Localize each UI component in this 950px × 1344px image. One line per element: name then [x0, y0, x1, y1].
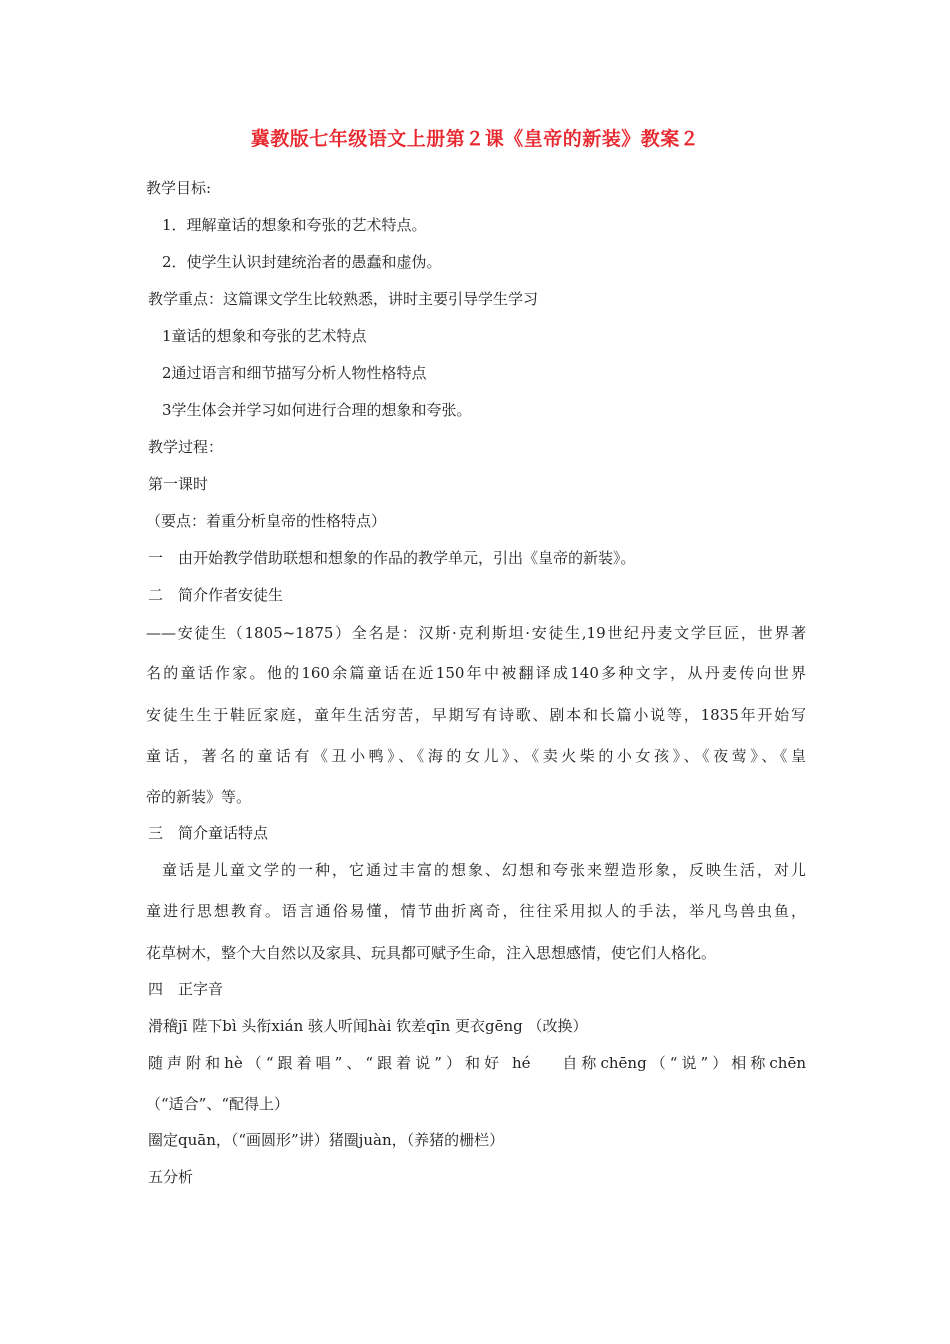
objective-item-2: 2．使学生认识封建统治者的愚蠢和虚伪。: [162, 253, 442, 271]
fairy-tale-paragraph-line-3: 花草树木，整个大自然以及家具、玩具都可赋予生命，注入思想感情，使它们人格化。: [146, 944, 717, 962]
author-paragraph-line-1: ——安徒生（1805~1875）全名是：汉斯·克利斯坦·安徒生,19世纪丹麦文学巨匠，世界著: [146, 624, 806, 642]
step-one: 一 由开始教学借助联想和想象的作品的教学单元，引出《皇帝的新装》。: [148, 549, 636, 567]
step-three-heading: 三 简介童话特点: [148, 824, 269, 842]
section-heading-objectives: 教学目标:: [146, 179, 212, 197]
author-paragraph-line-3: 安徒生生于鞋匠家庭，童年生活穷苦，早期写有诗歌、剧本和长篇小说等，1835年开始写: [146, 706, 806, 724]
pronunciation-line-1: 滑稽jī 陛下bì 头衔xián 骇人听闻hài 钦差qīn 更衣gēng （改换）: [148, 1017, 588, 1035]
section-heading-key-points: 教学重点：这篇课文学生比较熟悉，讲时主要引导学生学习: [148, 290, 539, 308]
author-paragraph-line-4: 童话，著名的童话有《丑小鸭》、《海的女儿》、《卖火柴的小女孩》、《夜莺》、《皇: [146, 747, 806, 765]
author-paragraph-line-5: 帝的新装》等。: [146, 788, 252, 806]
step-two-heading: 二 简介作者安徒生: [148, 586, 284, 604]
document-title: 冀教版七年级语文上册第２课《皇帝的新装》教案２: [250, 128, 700, 150]
lesson-heading-first: 第一课时: [148, 475, 209, 493]
pronunciation-line-2: 随声附和hè（“跟着唱”、“跟着说”）和好 hé 自称chēng（“说”）相称chēn: [148, 1054, 806, 1072]
key-point-item-3: 3学生体会并学习如何进行合理的想象和夸张。: [162, 401, 472, 419]
fairy-tale-paragraph-line-2: 童进行思想教育。语言通俗易懂，情节曲折离奇，往往采用拟人的手法，举凡鸟兽虫鱼，: [146, 902, 806, 920]
lesson-focus-note: （要点：着重分析皇帝的性格特点）: [146, 512, 387, 530]
step-five-heading: 五分析: [148, 1168, 194, 1186]
key-point-item-2: 2通过语言和细节描写分析人物性格特点: [162, 364, 427, 382]
fairy-tale-paragraph-line-1: 童话是儿童文学的一种，它通过丰富的想象、幻想和夸张来塑造形象，反映生活，对儿: [162, 861, 806, 879]
pronunciation-line-3: （“适合”、“配得上）: [146, 1095, 290, 1113]
pronunciation-line-4: 圈定quān，（“画圆形”讲）猪圈juàn，（养猪的栅栏）: [148, 1131, 505, 1149]
key-point-item-1: 1童话的想象和夸张的艺术特点: [162, 327, 367, 345]
objective-item-1: 1．理解童话的想象和夸张的艺术特点。: [162, 216, 427, 234]
section-heading-process: 教学过程：: [148, 438, 224, 456]
step-four-heading: 四 正字音: [148, 980, 224, 998]
author-paragraph-line-2: 名的童话作家。他的160余篇童话在近150年中被翻译成140多种文字，从丹麦传向世界: [146, 664, 806, 682]
